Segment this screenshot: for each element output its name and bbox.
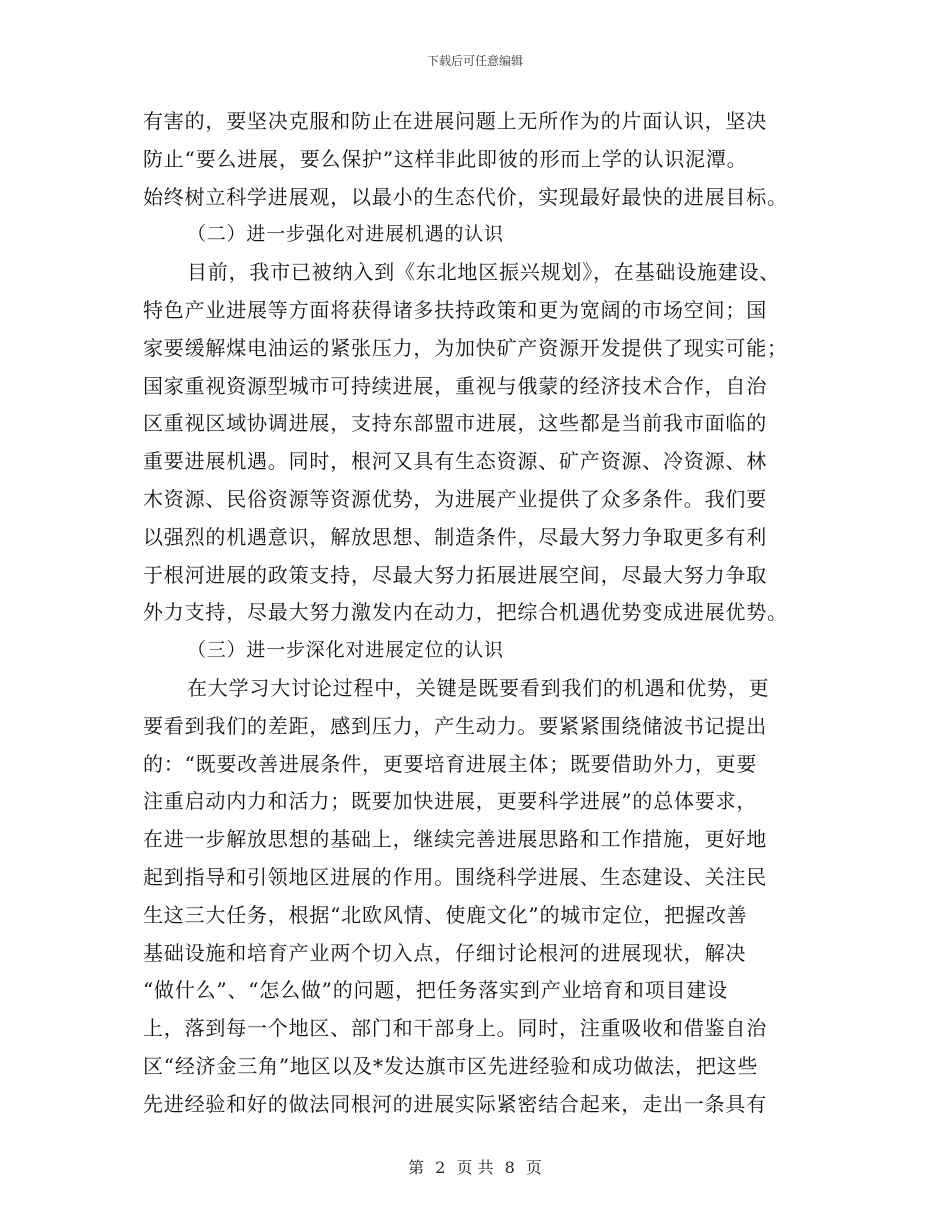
paragraph-line: 注重启动内力和活力；既要加快进展，更要科学进展”的总体要求， bbox=[143, 789, 758, 814]
paragraph-line: 要看到我们的差距，感到压力，产生动力。要紧紧围绕储波书记提出 bbox=[143, 713, 767, 738]
paragraph-line: 基础设施和培育产业两个切入点，仔细讨论根河的进展现状，解决 bbox=[143, 940, 747, 965]
paragraph-line: 防止“要么进展，要么保护”这样非此即彼的形而上学的认识泥潭。 bbox=[143, 146, 748, 171]
body-text bbox=[143, 103, 813, 1124]
paragraph-line: “做什么”、“怎么做”的问题，把任务落实到产业培育和项目建设 bbox=[143, 978, 728, 1003]
paragraph-line: 在大学习大讨论过程中，关键是既要看到我们的机遇和优势，更 bbox=[187, 675, 770, 700]
paragraph-line: 有害的，要坚决克服和防止在进展问题上无所作为的片面认识，坚决 bbox=[143, 109, 767, 133]
paragraph-line: 生这三大任务，根据“北欧风情、使鹿文化”的城市定位，把握改善 bbox=[143, 902, 748, 927]
paragraph-line: 重要进展机遇。同时，根河又具有生态资源、矿产资源、冷资源、林 bbox=[143, 449, 767, 474]
footer-prefix: 第 bbox=[408, 1158, 425, 1177]
paragraph-line: 的：“既要改善进展条件，更要培育进展主体；既要借助外力，更要 bbox=[143, 751, 758, 776]
paragraph-line: 以强烈的机遇意识，解放思想、制造条件，尽最大努力争取更多有利 bbox=[143, 524, 767, 549]
page-footer bbox=[0, 1155, 950, 1178]
paragraph-line: 木资源、民俗资源等资源优势，为进展产业提供了众多条件。我们要 bbox=[143, 486, 767, 511]
section-heading: （三）进一步深化对进展定位的认识 bbox=[187, 639, 504, 662]
paragraph-line: 于根河进展的政策支持，尽最大努力拓展进展空间，尽最大努力争取 bbox=[143, 562, 767, 587]
page-header: 下载后可任意编辑 bbox=[426, 54, 523, 68]
paragraph-line: 外力支持，尽最大努力激发内在动力，把综合机遇优势变成进展优势。 bbox=[143, 600, 788, 625]
paragraph-line: 区“经济金三角”地区以及*发达旗市区先进经验和成功做法，把这些 bbox=[143, 1053, 759, 1078]
paragraph-line: 区重视区域协调进展，支持东部盟市进展，这些都是当前我市面临的 bbox=[143, 411, 767, 436]
footer-total-pages: 8 bbox=[504, 1158, 515, 1177]
paragraph-line: 目前，我市已被纳入到《东北地区振兴规划》，在基础设施建设、 bbox=[187, 260, 781, 285]
paragraph-line: 在进一步解放思想的基础上，继续完善进展思路和工作措施，更好地 bbox=[143, 827, 767, 852]
paragraph-line: 起到指导和引领地区进展的作用。围绕科学进展、生态建设、关注民 bbox=[143, 864, 767, 889]
paragraph-line: 先进经验和好的做法同根河的进展实际紧密结合起来，走出一条具有 bbox=[143, 1091, 767, 1116]
footer-current-page: 2 bbox=[435, 1158, 446, 1177]
paragraph-line: 始终树立科学进展观，以最小的生态代价，实现最好最快的进展目标。 bbox=[143, 184, 788, 209]
paragraph-line: 上，落到每一个地区、部门和干部身上。同时，注重吸收和借鉴自治 bbox=[143, 1016, 767, 1041]
footer-suffix: 页 bbox=[525, 1158, 542, 1177]
paragraph-line: 特色产业进展等方面将获得诸多扶持政策和更为宽阔的市场空间；国 bbox=[143, 297, 767, 322]
section-heading: （二）进一步强化对进展机遇的认识 bbox=[187, 223, 504, 246]
footer-middle: 页 共 bbox=[456, 1158, 494, 1177]
paragraph-line: 家要缓解煤电油运的紧张压力，为加快矿产资源开发提供了现实可能； bbox=[143, 335, 788, 360]
paragraph-line: 国家重视资源型城市可持续进展，重视与俄蒙的经济技术合作，自治 bbox=[143, 373, 767, 398]
